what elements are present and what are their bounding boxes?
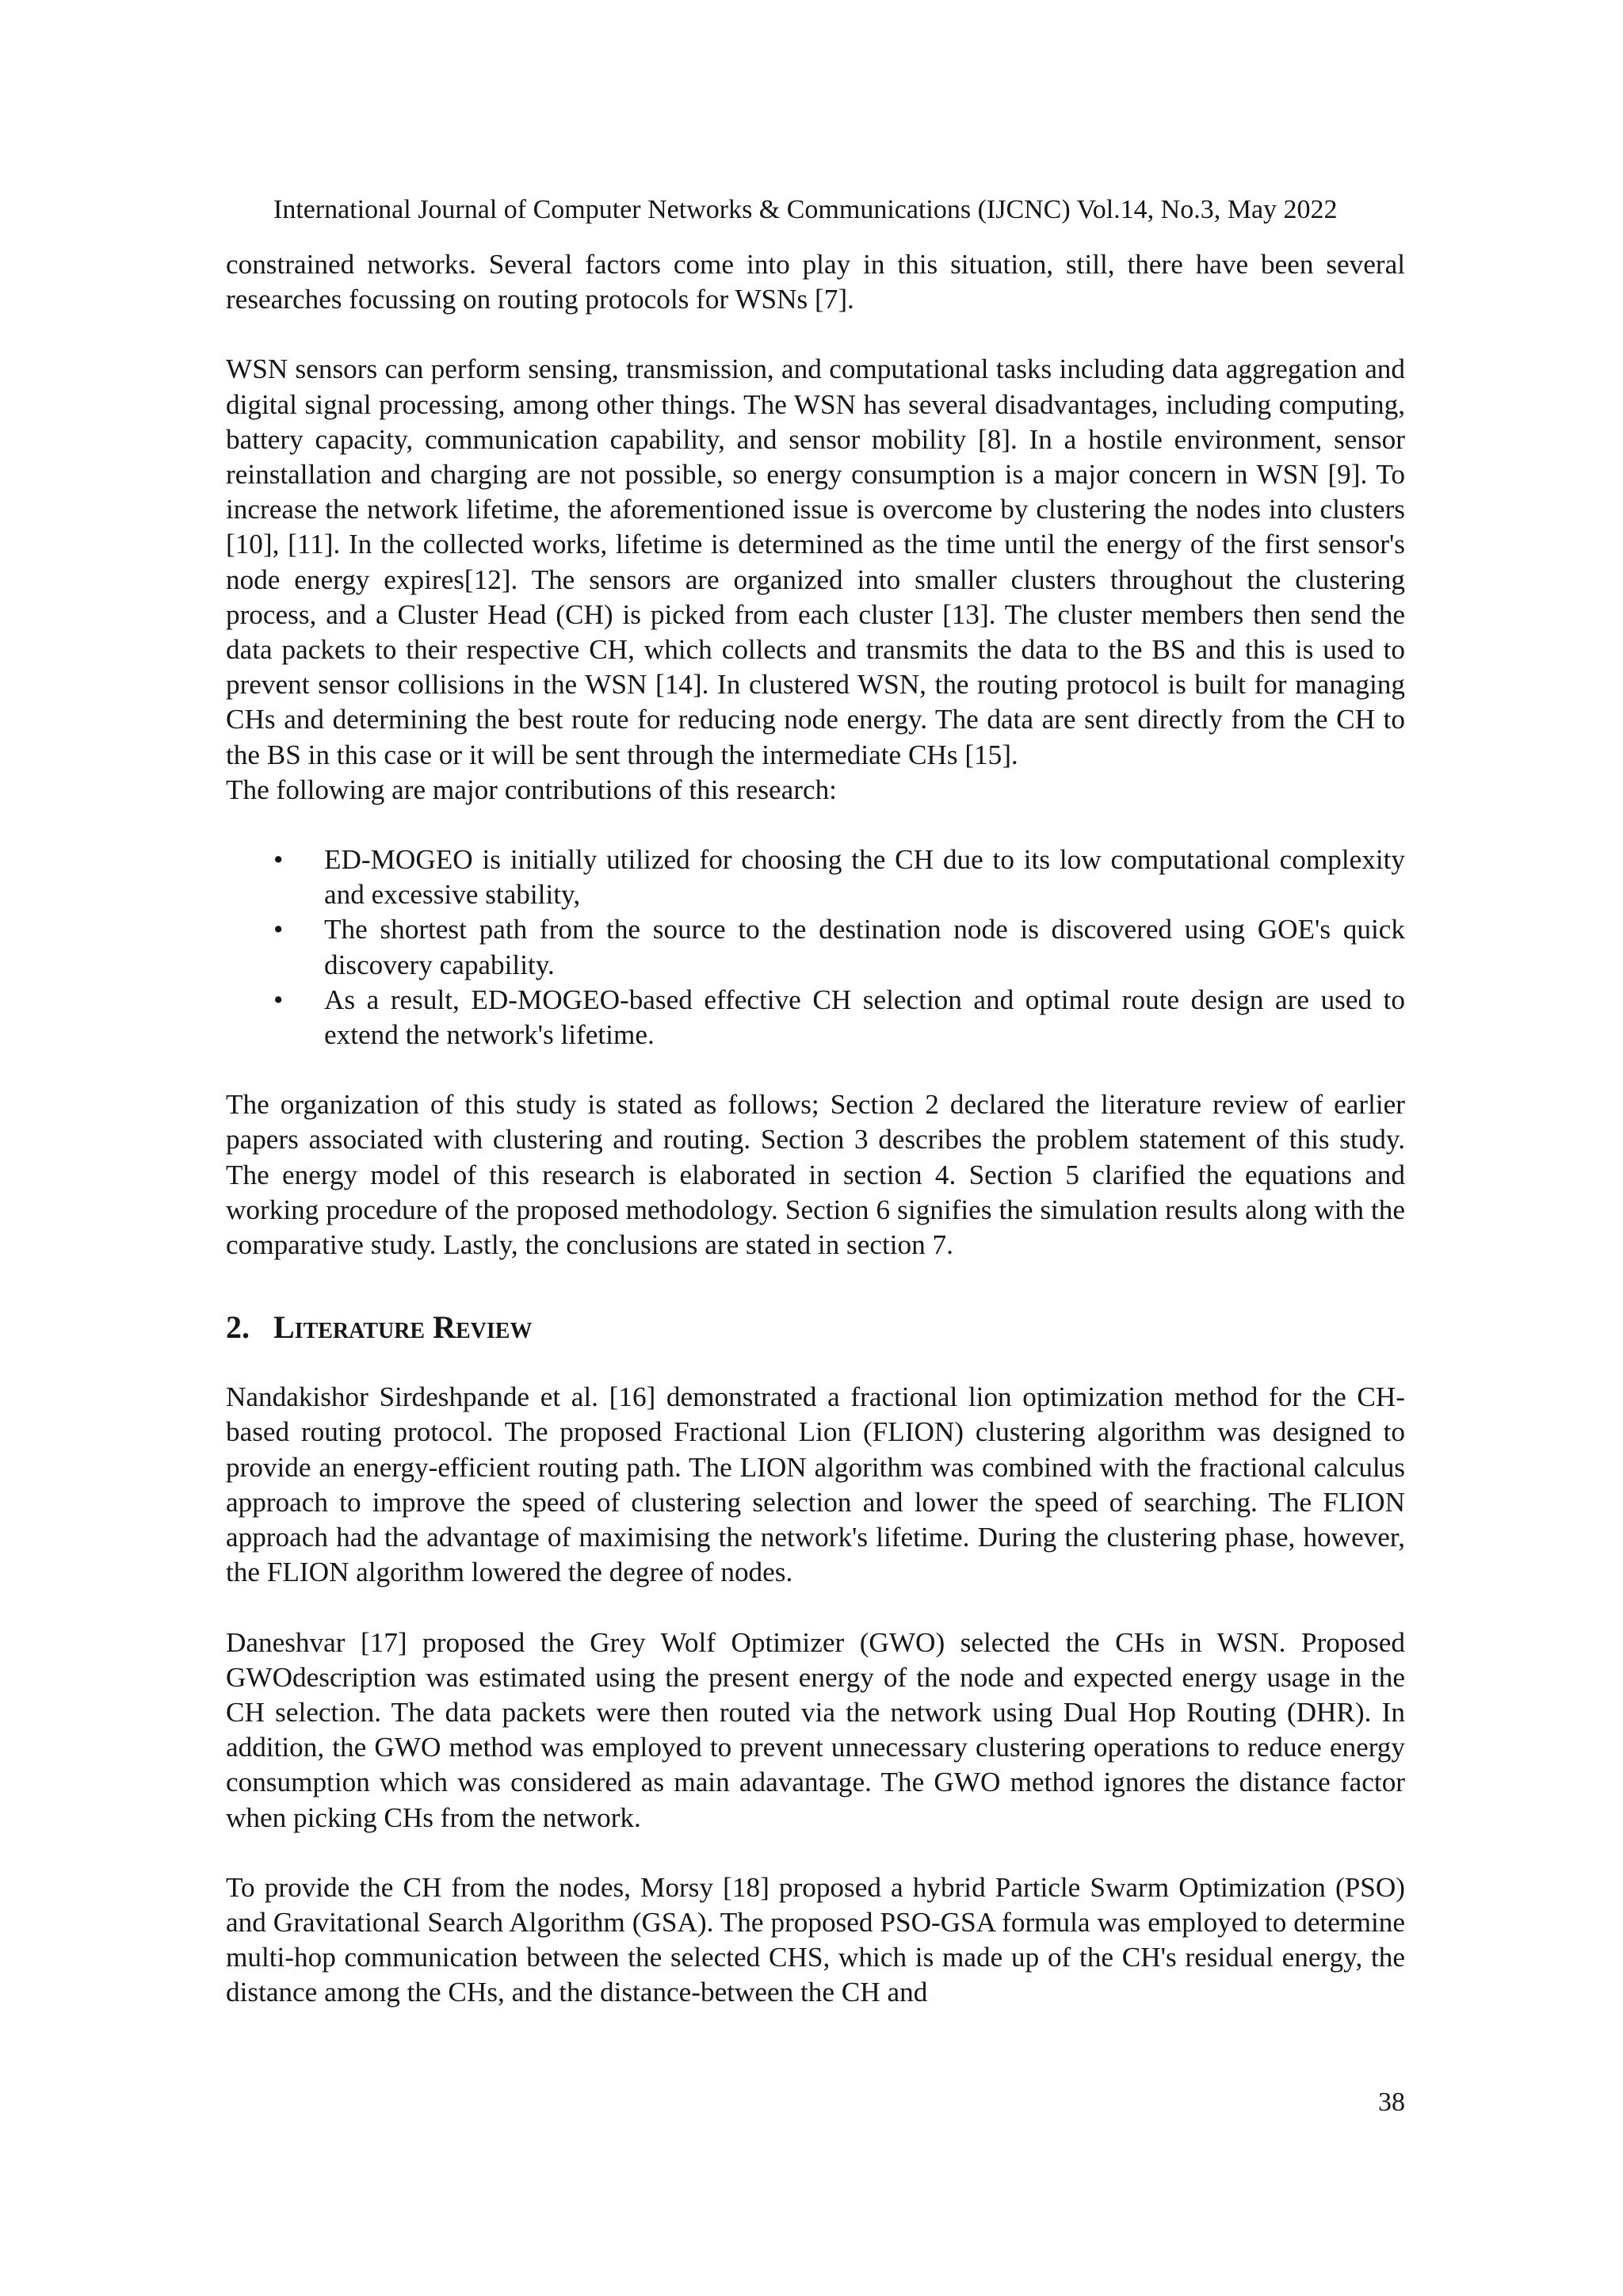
list-item-text: The shortest path from the source to the destination node is discovered using GOE's quick discovery capability. (324, 914, 1405, 980)
section-title: Literature Review (273, 1309, 533, 1346)
section-number: 2. (226, 1309, 250, 1346)
list-item (226, 983, 1405, 1052)
section-heading (226, 1308, 1405, 1347)
bullet-icon: • (273, 984, 284, 1015)
contributions-list (226, 842, 1405, 1052)
paragraph-organization: The organization of this study is stated as follows; Section 2 declared the literature review of earlier papers associated with clustering and routing. Section 3 describes the problem statement of this study. The energy model of this research is elaborated in section 4. Section 5 clarified the equations and working procedure of the proposed methodology. Section 6 signifies the simulation results along with the comparative study. Lastly, the conclusions are stated in section 7. (226, 1089, 1405, 1261)
bullet-icon: • (273, 844, 284, 876)
paragraph-daneshvar: Daneshvar [17] proposed the Grey Wolf Optimizer (GWO) selected the CHs in WSN. Proposed GWOdescription was estimated using the present energy of the node and expected energy usage in the CH selection. The data packets were then routed via the network using Dual Hop Routing (DHR). In addition, the GWO method was employed to prevent unnecessary clustering operations to reduce energy consumption which was considered as main adavantage. The GWO method ignores the distance factor when picking CHs from the network. (226, 1626, 1405, 1833)
page-content (226, 247, 1405, 2011)
paragraph-wsn-sensors: WSN sensors can perform sensing, transmission, and computational tasks including data aggregation and digital signal processing, among other things. The WSN has several disadvantages, including computing, battery capacity, communication capability, and sensor mobility [8]. In a hostile environment, sensor reinstallation and charging are not possible, so energy consumption is a major concern in WSN [9]. To increase the network lifetime, the aforementioned issue is overcome by clustering the nodes into clusters [10], [11]. In the collected works, lifetime is determined as the time until the energy of the first sensor's node energy expires[12]. The sensors are organized into smaller clusters throughout the clustering process, and a Cluster Head (CH) is picked from each cluster [13]. The cluster members then send the data packets to their respective CH, which collects and transmits the data to the BS and this is used to prevent sensor collisions in the WSN [14]. In clustered WSN, the routing protocol is built for managing CHs and determining the best route for reducing node energy. The data are sent directly from the CH to the BS in this case or it will be sent through the intermediate CHs [15]. (226, 353, 1405, 770)
paragraph-continuation: constrained networks. Several factors come into play in this situation, still, there have been several researches focussing on routing protocols for WSNs [7]. (226, 249, 1405, 315)
running-header: International Journal of Computer Networks & Communications (IJCNC) Vol.14, No.3, May 2022 (273, 195, 1338, 224)
list-item (226, 842, 1405, 912)
list-item-text: ED-MOGEO is initially utilized for choosing the CH due to its low computational complexity and excessive stability, (324, 844, 1405, 911)
list-item-text: As a result, ED-MOGEO-based effective CH selection and optimal route design are used to extend the network's lifetime. (324, 984, 1405, 1051)
list-item (226, 912, 1405, 982)
page-number: 38 (1378, 2088, 1405, 2117)
paragraph-morsy: To provide the CH from the nodes, Morsy [18] proposed a hybrid Particle Swarm Optimization (PSO) and Gravitational Search Algorithm (GSA). The proposed PSO-GSA formula was employed to determine multi-hop communication between the selected CHS, which is made up of the CH's residual energy, the distance among the CHs, and the distance-between the CH and (226, 1871, 1405, 2008)
paragraph-contributions-intro: The following are major contributions of this research: (226, 774, 837, 805)
bullet-icon: • (273, 914, 284, 946)
paragraph-sirdeshpande: Nandakishor Sirdeshpande et al. [16] demonstrated a fractional lion optimization method for the CH-based routing protocol. The proposed Fractional Lion (FLION) clustering algorithm was designed to provide an energy-efficient routing path. The LION algorithm was combined with the fractional calculus approach to improve the speed of clustering selection and lower the speed of searching. The FLION approach had the advantage of maximising the network's lifetime. During the clustering phase, however, the FLION algorithm lowered the degree of nodes. (226, 1381, 1405, 1588)
